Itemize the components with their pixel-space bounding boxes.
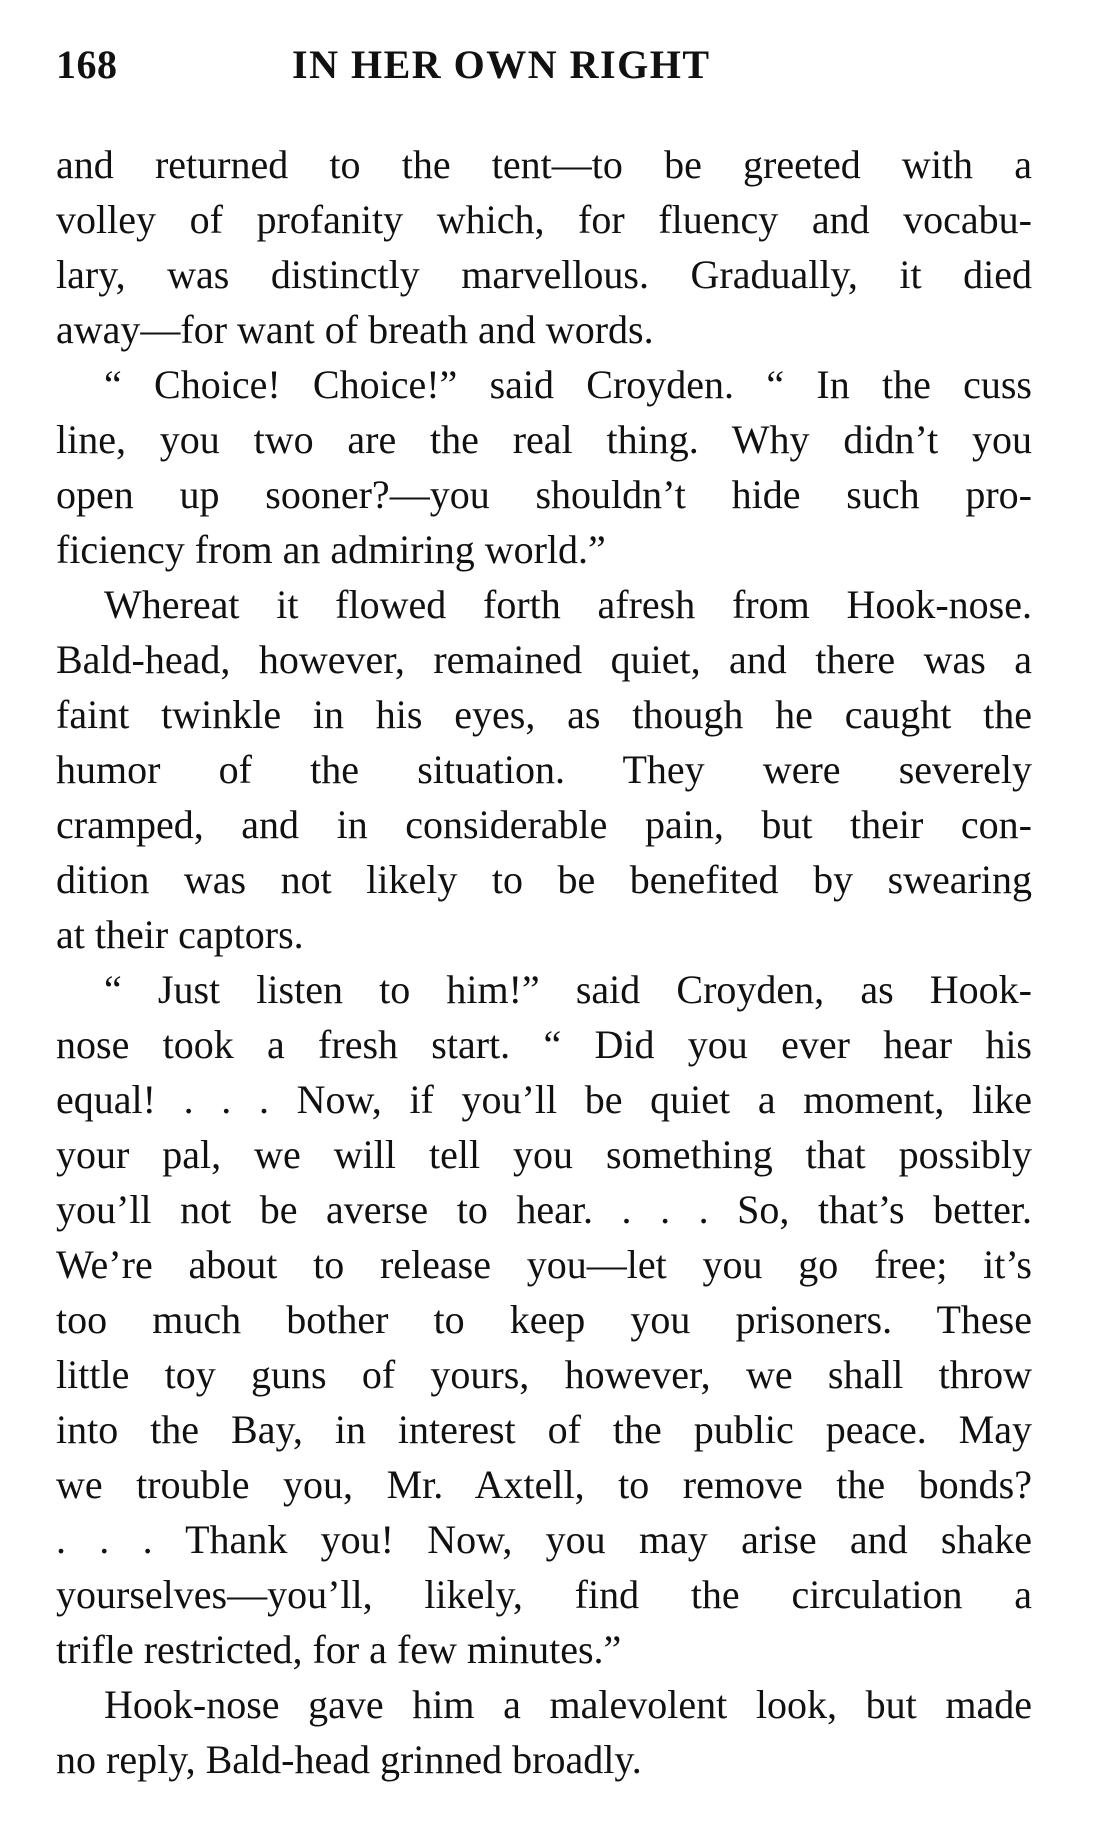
text-line: We’re about to release you—let you go free; it’s bbox=[56, 1242, 1032, 1287]
text-line: faint twinkle in his eyes, as though he caught the bbox=[56, 692, 1032, 737]
paragraph bbox=[56, 1677, 1032, 1787]
page-number: 168 bbox=[56, 42, 118, 87]
paragraph bbox=[56, 357, 1032, 577]
text-line: nose took a fresh start. “ Did you ever hear his bbox=[56, 1022, 1032, 1067]
text-line: ficiency from an admiring world.” bbox=[56, 527, 606, 572]
text-line: no reply, Bald-head grinned broadly. bbox=[56, 1737, 642, 1782]
text-line: . . . Thank you! Now, you may arise and shake bbox=[56, 1517, 1032, 1562]
text-line: open up sooner?—you shouldn’t hide such pro- bbox=[56, 472, 1032, 517]
text-line: line, you two are the real thing. Why didn’t you bbox=[56, 417, 1032, 462]
text-line: “ Choice! Choice!” said Croyden. “ In the cuss bbox=[104, 362, 1032, 407]
text-line: at their captors. bbox=[56, 912, 304, 957]
text-line: into the Bay, in interest of the public peace. May bbox=[56, 1407, 1032, 1452]
text-line: “ Just listen to him!” said Croyden, as Hook- bbox=[104, 967, 1032, 1012]
text-line: away—for want of breath and words. bbox=[56, 307, 654, 352]
text-line: dition was not likely to be benefited by swearing bbox=[56, 857, 1032, 902]
text-line: you’ll not be averse to hear. . . . So, that’s better. bbox=[56, 1187, 1032, 1232]
text-line: your pal, we will tell you something that possibly bbox=[56, 1132, 1032, 1177]
text-line: Bald-head, however, remained quiet, and there was a bbox=[56, 637, 1032, 682]
paragraph bbox=[56, 577, 1032, 962]
text-line: lary, was distinctly marvellous. Gradually, it died bbox=[56, 252, 1032, 297]
paragraph bbox=[56, 962, 1032, 1677]
page-header bbox=[56, 40, 1056, 90]
paragraph bbox=[56, 137, 1032, 357]
text-line: and returned to the tent—to be greeted with a bbox=[56, 142, 1032, 187]
text-line: humor of the situation. They were severely bbox=[56, 747, 1032, 792]
text-line: too much bother to keep you prisoners. These bbox=[56, 1297, 1032, 1342]
text-line: Hook-nose gave him a malevolent look, but made bbox=[104, 1682, 1032, 1727]
running-head: IN HER OWN RIGHT bbox=[292, 42, 711, 87]
text-line: volley of profanity which, for fluency and vocabu- bbox=[56, 197, 1032, 242]
text-line: little toy guns of yours, however, we shall throw bbox=[56, 1352, 1032, 1397]
text-line: trifle restricted, for a few minutes.” bbox=[56, 1627, 622, 1672]
text-line: Whereat it flowed forth afresh from Hook-nose. bbox=[104, 582, 1032, 627]
text-line: we trouble you, Mr. Axtell, to remove the bonds? bbox=[56, 1462, 1032, 1507]
text-line: equal! . . . Now, if you’ll be quiet a moment, like bbox=[56, 1077, 1032, 1122]
text-line: yourselves—you’ll, likely, find the circulation a bbox=[56, 1572, 1032, 1617]
text-line: cramped, and in considerable pain, but their con- bbox=[56, 802, 1032, 847]
body-text bbox=[56, 137, 1032, 1787]
